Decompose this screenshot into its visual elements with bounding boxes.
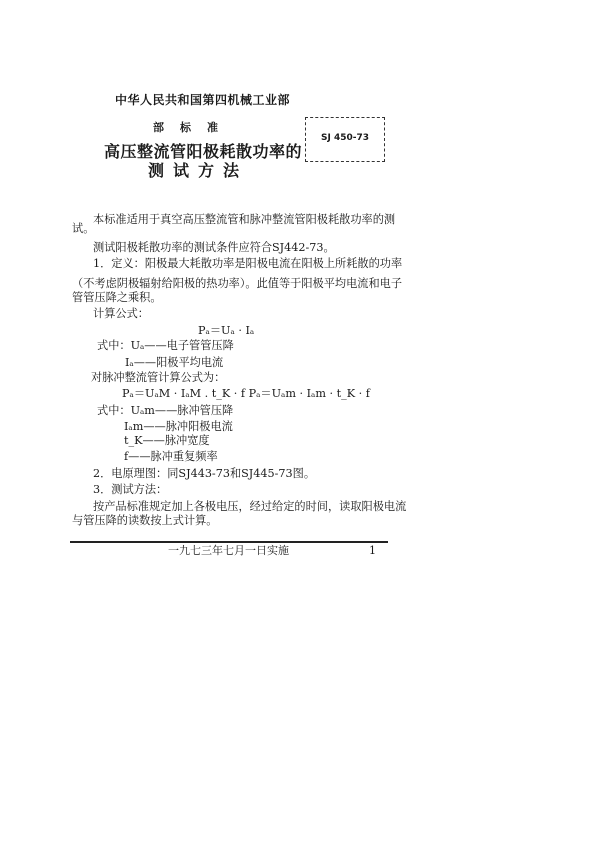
body-line: 1．定义：阳极最大耗散功率是阳极电流在阳极上所耗散的功率 <box>93 257 403 270</box>
body-line: 按产品标准规定加上各极电压，经过给定的时间，读取阳极电流 <box>93 500 407 513</box>
footer-divider <box>70 541 388 543</box>
body-line: 计算公式： <box>93 307 149 320</box>
body-line: Iₐm——脉冲阳极电流 <box>124 420 233 433</box>
body-line: Iₐ——阳极平均电流 <box>125 356 224 369</box>
body-line: 式中：Uₐ——电子管管压降 <box>97 339 234 352</box>
body-line: 对脉冲整流管计算公式为： <box>91 371 226 384</box>
pulse-power-formula: Pₐ＝UₐM · IₐM . t_K · f Pₐ＝Uₐm · Iₐm · t_K · f <box>122 387 370 400</box>
page-number: 1 <box>369 544 376 557</box>
body-line: t_K——脉冲宽度 <box>124 434 210 447</box>
body-line: 试。 <box>72 222 95 235</box>
body-line: 与管压降的读数按上式计算。 <box>72 514 218 527</box>
standard-number: SJ 450-73 <box>320 133 369 143</box>
power-formula: Pₐ＝Uₐ · Iₐ <box>198 324 255 337</box>
body-line: 本标准适用于真空高压整流管和脉冲整流管阳极耗散功率的测 <box>93 213 396 226</box>
document-title-line1: 高压整流管阳极耗散功率的 <box>104 142 303 161</box>
body-line: 2．电原理图：同SJ443-73和SJ445-73图。 <box>93 467 316 480</box>
document-title-line2: 测试方法 <box>148 161 249 180</box>
body-line: （不考虑阴极辐射给阳极的热功率）。此值等于阳极平均电流和电子 <box>72 277 403 290</box>
effective-date: 一九七三年七月一日实施 <box>168 544 289 557</box>
standard-type: 部标准 <box>153 121 234 134</box>
body-line: 管管压降之乘积。 <box>72 291 162 304</box>
body-line: 式中：Uₐm——脉冲管压降 <box>97 404 234 417</box>
standard-number-box <box>305 117 385 162</box>
body-line: 3．测试方法： <box>93 483 168 496</box>
body-line: f——脉冲重复频率 <box>124 450 218 463</box>
ministry-heading: 中华人民共和国第四机械工业部 <box>115 93 291 107</box>
body-line: 测试阳极耗散功率的测试条件应符合SJ442-73。 <box>93 241 335 254</box>
